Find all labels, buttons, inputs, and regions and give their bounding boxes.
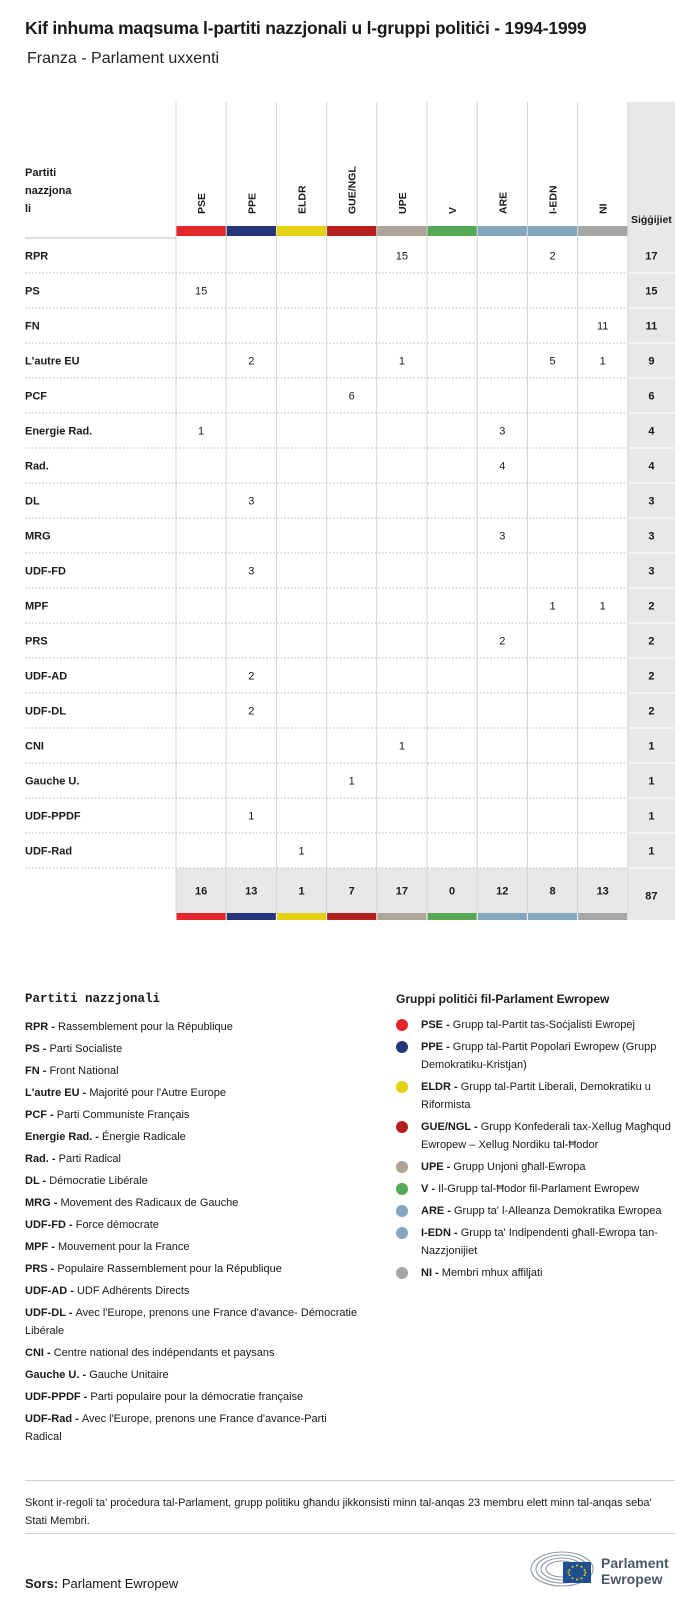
group-code: I-EDN - (421, 1227, 461, 1239)
row-total: 15 (645, 285, 658, 298)
row-party-label: UDF-DL (25, 705, 66, 718)
group-color-dot (396, 1161, 408, 1173)
group-name: Grupp ta' l-Alleanza Demokratika Ewropea (454, 1205, 662, 1217)
cell-value: 1 (599, 355, 606, 368)
group-legend-item (396, 1038, 686, 1074)
party-code: Gauche U. - (25, 1369, 90, 1381)
group-name: Grupp tal-Partit tas-Soċjalisti Ewropej (452, 1019, 635, 1031)
group-legend-item (396, 1016, 686, 1034)
group-header-pse: PSE (196, 192, 209, 214)
party-name: Avec l'Europe, prenons une France d'avance- Démocratie Libérale (25, 1307, 358, 1337)
party-legend-item (25, 1040, 365, 1058)
row-total: 1 (648, 775, 655, 788)
party-code: UDF-FD - (25, 1219, 76, 1231)
party-name: Front National (49, 1065, 119, 1077)
column-total: 12 (496, 885, 509, 898)
group-color-bar (478, 226, 527, 236)
group-color-dot (396, 1183, 408, 1195)
groups-legend-title: Gruppi politiċi fil-Parlament Ewropew (396, 992, 610, 1006)
group-color-bar (377, 913, 426, 920)
group-color-bar (227, 226, 276, 236)
grand-total: 87 (645, 890, 658, 903)
party-code: UDF-PPDF - (25, 1391, 91, 1403)
cell-value: 1 (398, 740, 405, 753)
party-name: Parti populaire pour la démocratie française (90, 1391, 304, 1403)
row-total: 2 (648, 705, 655, 718)
group-name: Grupp tal-Partit Liberali, Demokratiku u Riformista (421, 1081, 651, 1111)
group-code: V - (421, 1183, 439, 1195)
row-total: 4 (648, 460, 655, 473)
party-name: Force démocrate (75, 1219, 159, 1231)
group-color-bar (327, 913, 376, 920)
party-name: Démocratie Libérale (49, 1175, 148, 1187)
group-name: Membri mhux affiljati (441, 1267, 543, 1279)
page-title: Kif inhuma maqsuma l-partiti nazzjonali u l-gruppi politiċi - 1994-1999 (25, 18, 587, 38)
group-header-v: V (447, 206, 460, 214)
cell-value: 15 (395, 250, 409, 263)
cell-value: 15 (194, 285, 208, 298)
group-color-bar (377, 226, 426, 236)
parties-legend (25, 1018, 365, 1450)
group-legend-item (396, 1224, 686, 1260)
group-color-dot (396, 1205, 408, 1217)
party-code: FN - (25, 1065, 50, 1077)
row-party-label: MPF (25, 600, 49, 613)
cell-value: 1 (348, 775, 355, 788)
party-name: Majorité pour l'Autre Europe (89, 1087, 226, 1099)
group-code: ARE - (421, 1205, 454, 1217)
row-total: 1 (648, 810, 655, 823)
party-legend-item (25, 1410, 365, 1446)
cell-value: 1 (549, 600, 556, 613)
party-legend-item (25, 1282, 365, 1300)
cell-value: 5 (549, 355, 556, 368)
group-color-dot (396, 1019, 408, 1031)
divider (25, 1480, 675, 1481)
cell-value: 2 (549, 250, 556, 263)
party-name: Rassemblement pour la République (58, 1021, 233, 1033)
group-color-dot (396, 1267, 408, 1279)
row-party-label: L'autre EU (25, 355, 80, 368)
party-legend-item (25, 1238, 365, 1256)
party-name: Gauche Unitaire (89, 1369, 169, 1381)
party-code: PS - (25, 1043, 50, 1055)
row-total: 6 (648, 390, 655, 403)
row-party-label: UDF-Rad (25, 845, 73, 858)
group-color-dot (396, 1041, 408, 1053)
party-code: MPF - (25, 1241, 58, 1253)
group-code: PPE - (421, 1041, 453, 1053)
group-code: ELDR - (421, 1081, 461, 1093)
group-legend-item (396, 1118, 686, 1154)
party-code: PRS - (25, 1263, 58, 1275)
row-party-label: CNI (25, 740, 44, 753)
party-code: UDF-Rad - (25, 1413, 82, 1425)
column-total: 1 (298, 885, 305, 898)
party-name: Énergie Radicale (102, 1131, 186, 1143)
group-header-are: ARE (497, 191, 510, 214)
party-code: CNI - (25, 1347, 54, 1359)
party-legend-item (25, 1216, 365, 1234)
row-party-label: UDF-FD (25, 565, 66, 578)
column-total: 13 (245, 885, 258, 898)
party-code: UDF-DL - (25, 1307, 76, 1319)
party-name: Centre national des indépendants et paysans (53, 1347, 275, 1359)
logo-wordmark-line: Ewropew (601, 1571, 663, 1587)
row-party-label: PS (25, 285, 40, 298)
column-total: 7 (348, 885, 355, 898)
divider (25, 1533, 675, 1534)
party-legend-item (25, 1260, 365, 1278)
group-color-bar (227, 913, 276, 920)
party-name: UDF Adhérents Directs (76, 1285, 190, 1297)
party-legend-item (25, 1366, 365, 1384)
party-name: Mouvement pour la France (58, 1241, 190, 1253)
group-code: GUE/NGL - (421, 1121, 481, 1133)
group-color-bar (177, 226, 226, 236)
cell-value: 3 (248, 495, 255, 508)
group-header-upe: UPE (396, 192, 409, 214)
row-party-label: PCF (25, 390, 47, 403)
source-line (25, 1576, 178, 1591)
party-legend-item (25, 1084, 365, 1102)
cell-value: 4 (499, 460, 506, 473)
group-color-bar (578, 226, 627, 236)
group-color-bar (428, 913, 477, 920)
group-color-bar (327, 226, 376, 236)
cell-value: 1 (398, 355, 405, 368)
row-total: 2 (648, 600, 655, 613)
column-total: 13 (596, 885, 609, 898)
logo-wordmark (601, 1555, 669, 1587)
row-party-label: Gauche U. (25, 775, 80, 788)
group-color-dot (396, 1227, 408, 1239)
cell-value: 2 (499, 635, 506, 648)
row-total: 3 (648, 565, 655, 578)
group-color-bar (528, 913, 577, 920)
cell-value: 6 (348, 390, 355, 403)
group-legend-item (396, 1180, 686, 1198)
row-party-label: Energie Rad. (25, 425, 93, 438)
row-party-label: Rad. (25, 460, 49, 473)
party-code: RPR - (25, 1021, 58, 1033)
row-total: 3 (648, 530, 655, 543)
party-legend-item (25, 1344, 365, 1362)
row-total: 17 (645, 250, 658, 263)
group-code: PSE - (421, 1019, 453, 1031)
cell-value: 1 (198, 425, 205, 438)
group-name: Il-Grupp tal-Ħodor fil-Parlament Ewropew (438, 1183, 640, 1195)
column-total: 0 (449, 885, 456, 898)
party-name: Parti Socialiste (49, 1043, 123, 1055)
party-name: Movement des Radicaux de Gauche (60, 1197, 239, 1209)
group-color-bar (277, 226, 326, 236)
logo-wordmark-line: Parlament (601, 1555, 669, 1571)
party-legend-item (25, 1304, 365, 1340)
footnote: Skont ir-regoli ta' proċedura tal-Parlament, grupp politiku għandu jikkonsisti minn tal-anqas 23 membru elett minn tal-anqas seba' Stati Membri. (25, 1497, 652, 1527)
group-header-ppe: PPE (246, 192, 259, 214)
party-code: Energie Rad. - (25, 1131, 103, 1143)
row-total: 1 (648, 845, 655, 858)
group-code: UPE - (421, 1161, 454, 1173)
group-color-bar (277, 913, 326, 920)
row-total: 3 (648, 495, 655, 508)
group-legend-item (396, 1158, 686, 1176)
column-total: 17 (395, 885, 409, 898)
row-party-label: RPR (25, 250, 49, 263)
group-name: Grupp tal-Partit Popolari Ewropew (Grupp Demokratiku-Kristjan) (421, 1041, 657, 1071)
party-code: MRG - (25, 1197, 61, 1209)
column-total: 8 (549, 885, 556, 898)
group-color-bar (428, 226, 477, 236)
group-legend-item (396, 1078, 686, 1114)
party-legend-item (25, 1018, 365, 1036)
page-subtitle: Franza - Parlament uxxenti (27, 50, 220, 67)
cell-value: 3 (499, 530, 506, 543)
group-name: Grupp Konfederali tax-Xellug Magħqud Ewropew – Xellug Nordiku tal-Ħodor (421, 1121, 671, 1151)
group-name: Grupp Unjoni għall-Ewropa (453, 1161, 586, 1173)
row-party-label: PRS (25, 635, 48, 648)
row-total: 11 (645, 320, 658, 333)
party-code: DL - (25, 1175, 50, 1187)
parties-legend-title: Partiti nazzjonali (25, 992, 161, 1006)
party-legend-item (25, 1128, 365, 1146)
group-legend-item (396, 1264, 686, 1282)
row-total: 2 (648, 635, 655, 648)
cell-value: 2 (248, 670, 255, 683)
party-code: L'autre EU - (25, 1087, 90, 1099)
group-header-eldr: ELDR (296, 185, 309, 214)
party-legend-item (25, 1194, 365, 1212)
row-party-label: DL (25, 495, 40, 508)
party-code: Rad. - (25, 1153, 59, 1165)
group-header-guengl: GUE/NGL (346, 166, 359, 214)
group-header-ni: NI (597, 203, 610, 214)
row-total: 4 (648, 425, 655, 438)
party-code: UDF-AD - (25, 1285, 77, 1297)
group-color-dot (396, 1081, 408, 1093)
group-color-bar (177, 913, 226, 920)
party-name: Parti Radical (58, 1153, 121, 1165)
party-name: Parti Communiste Français (56, 1109, 190, 1121)
group-color-bar (478, 913, 527, 920)
group-color-bar (578, 913, 627, 920)
group-name: Grupp ta' Indipendenti għall-Ewropa tan-Nazzjonijiet (421, 1227, 658, 1257)
party-legend-item (25, 1172, 365, 1190)
party-legend-item (25, 1062, 365, 1080)
column-total: 16 (194, 885, 208, 898)
row-party-label: FN (25, 320, 40, 333)
groups-legend (396, 1016, 686, 1286)
group-color-bar (528, 226, 577, 236)
party-legend-item (25, 1150, 365, 1168)
cell-value: 1 (248, 810, 255, 823)
row-party-label: UDF-AD (25, 670, 68, 683)
row-total: 1 (648, 740, 655, 753)
cell-value: 2 (248, 355, 255, 368)
group-color-dot (396, 1121, 408, 1133)
group-legend-item (396, 1202, 686, 1220)
group-code: NI - (421, 1267, 442, 1279)
source-name: Parlament Ewropew (61, 1576, 179, 1591)
row-total: 9 (648, 355, 655, 368)
cell-value: 3 (499, 425, 506, 438)
row-header-label: Partiti nazzjona li (25, 167, 72, 215)
cell-value: 1 (599, 600, 606, 613)
party-legend-item (25, 1106, 365, 1124)
totals-header: Siġġijiet (630, 214, 672, 226)
row-party-label: MRG (25, 530, 51, 543)
party-code: PCF - (25, 1109, 57, 1121)
party-legend-item (25, 1388, 365, 1406)
group-header-iedn: I-EDN (547, 185, 560, 214)
cell-value: 1 (298, 845, 305, 858)
cell-value: 11 (596, 320, 609, 333)
row-total: 2 (648, 670, 655, 683)
cell-value: 3 (248, 565, 255, 578)
cell-value: 2 (248, 705, 255, 718)
source-label: Sors: (25, 1576, 59, 1591)
party-name: Avec l'Europe, prenons une France d'avance-Parti Radical (25, 1413, 327, 1443)
row-party-label: UDF-PPDF (25, 810, 81, 823)
party-name: Populaire Rassemblement pour la République (57, 1263, 282, 1275)
